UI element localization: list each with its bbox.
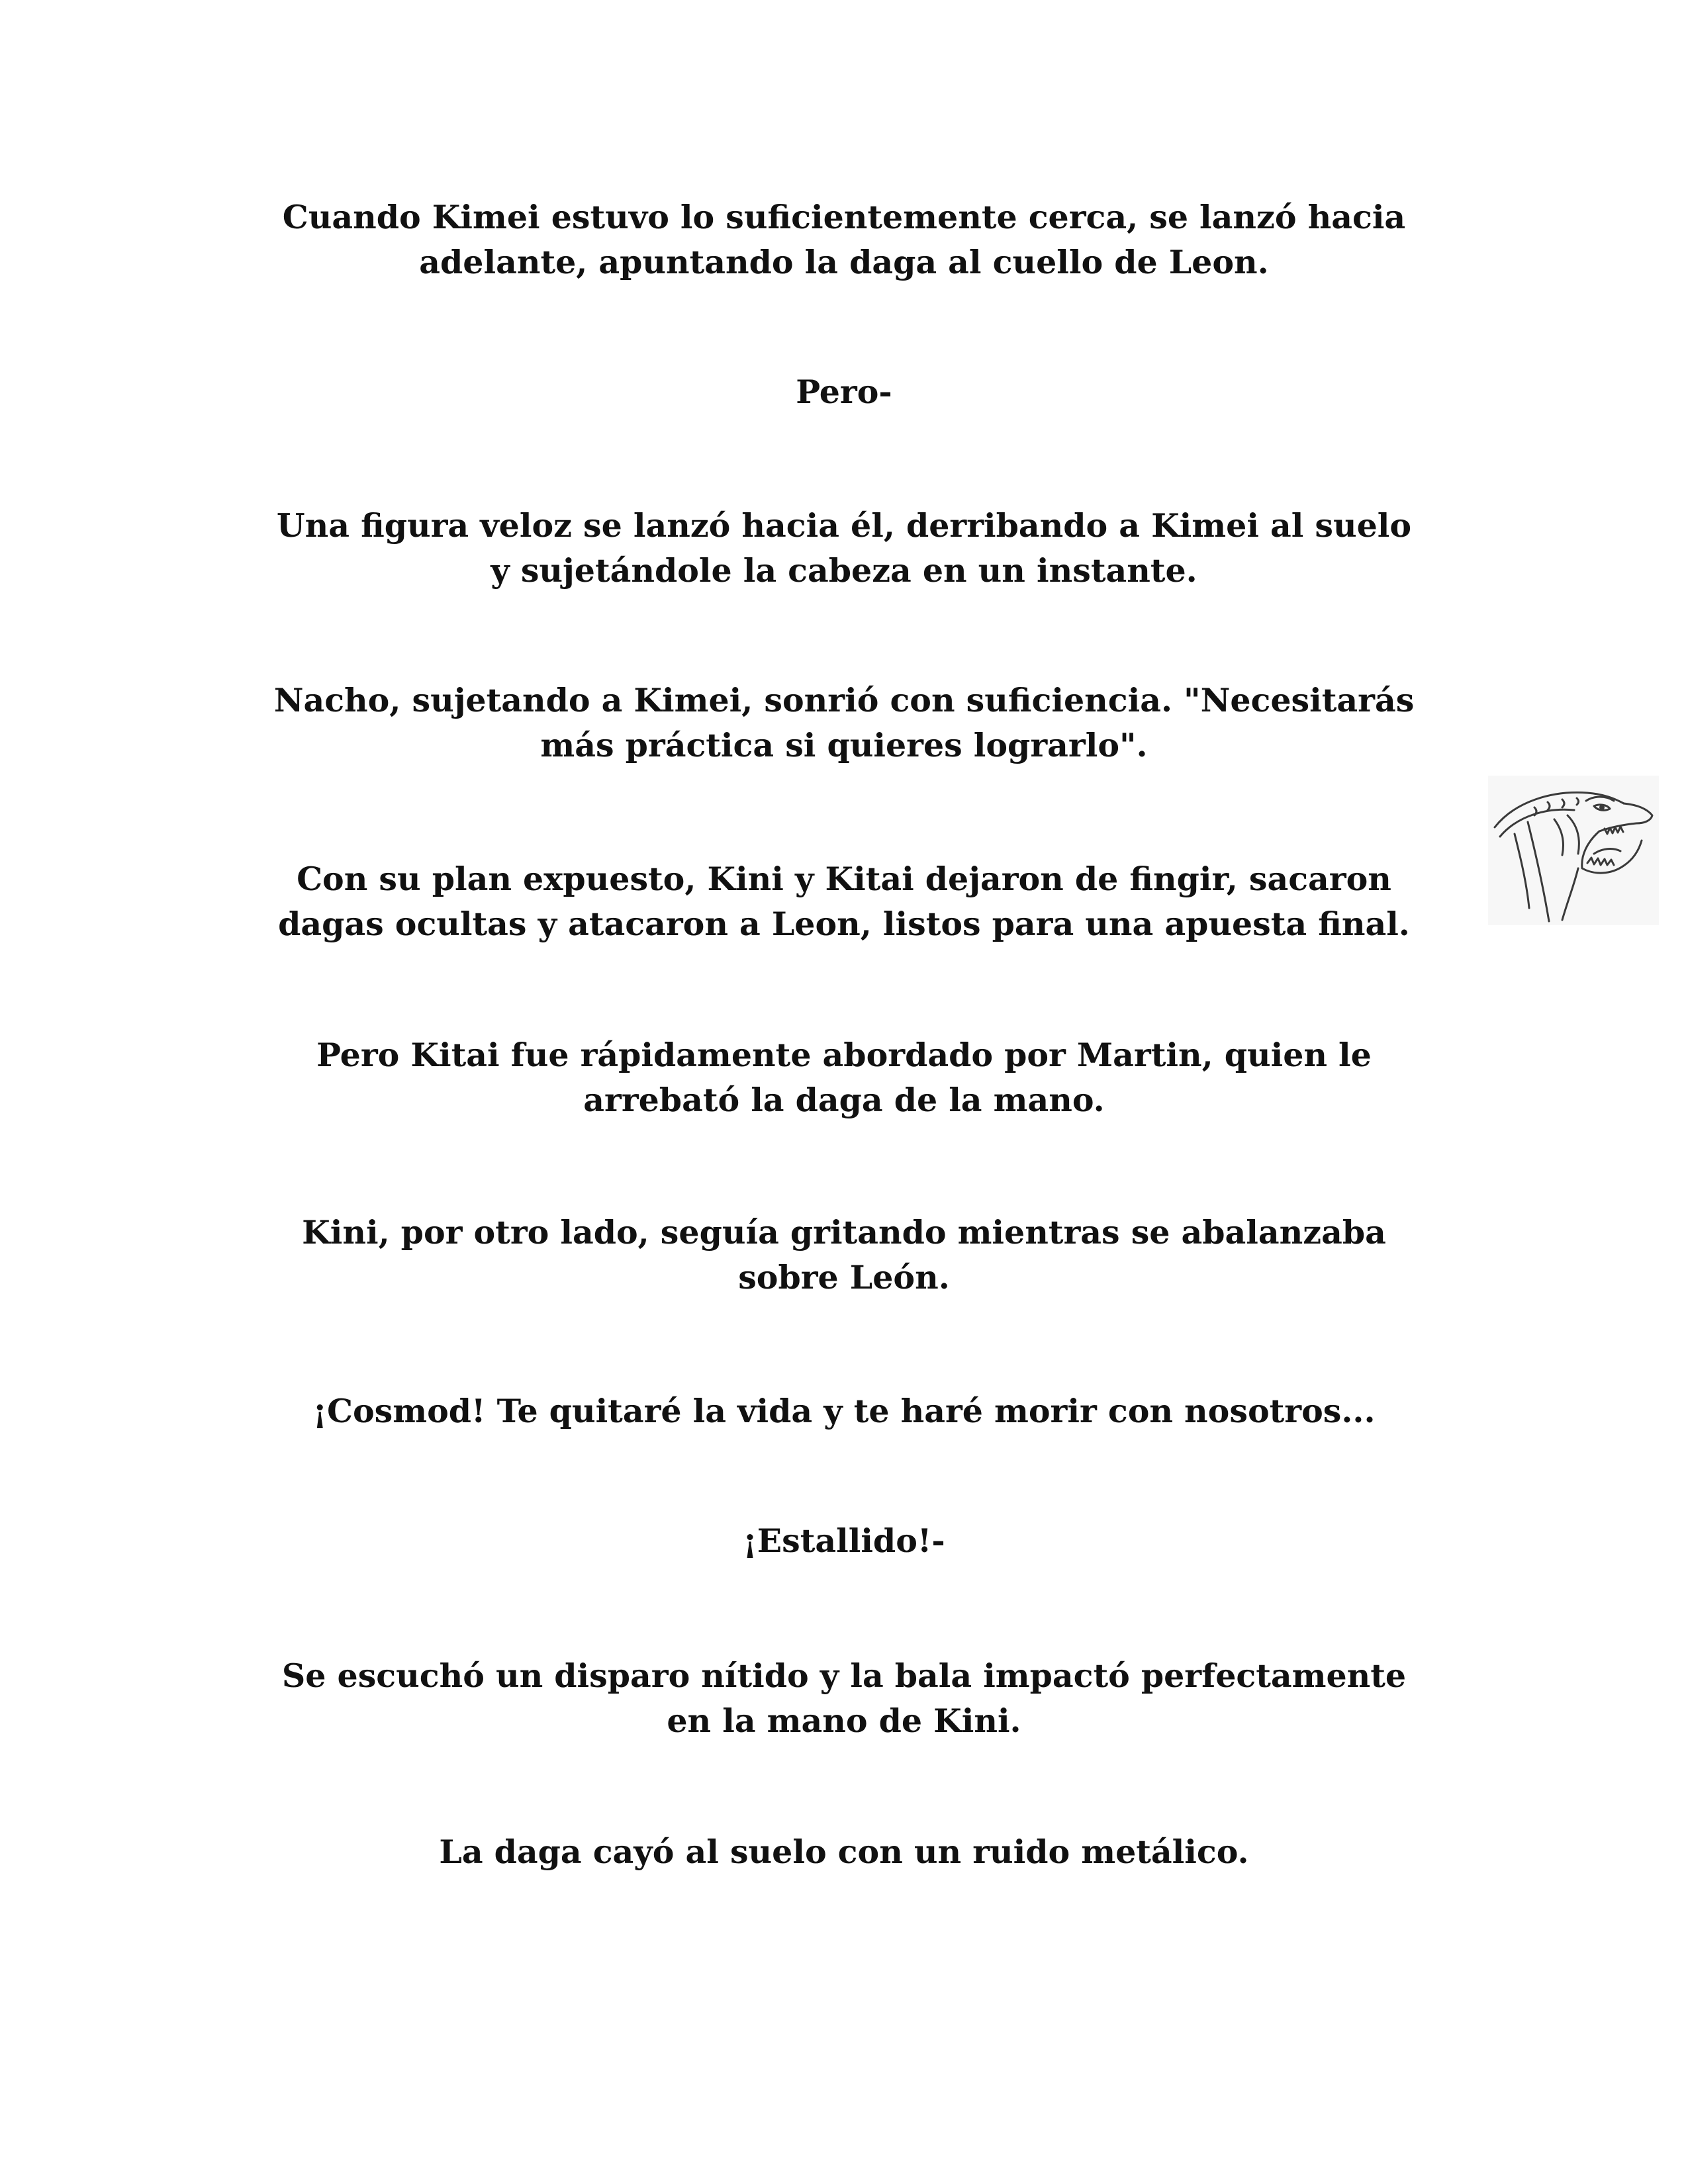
paragraph-1: Cuando Kimei estuvo lo suficientemente cerca, se lanzó hacia adelante, apuntando la daga al cuello de Leon. — [282, 198, 1406, 281]
paragraph-10: Se escuchó un disparo nítido y la bala impactó perfectamente en la mano de Kini. — [281, 1657, 1407, 1740]
paragraph-5: Con su plan expuesto, Kini y Kitai dejaron de fingir, sacaron dagas ocultas y atacaron a Leon, listos para una apuesta final. — [278, 860, 1410, 943]
paragraph-8: ¡Cosmod! Te quitaré la vida y te haré morir con nosotros... — [312, 1392, 1376, 1430]
paragraph-7: Kini, por otro lado, seguía gritando mientras se abalanzaba sobre León. — [302, 1213, 1386, 1297]
paragraph-11: La daga cayó al suelo con un ruido metálico. — [439, 1833, 1249, 1871]
paragraph-6: Pero Kitai fue rápidamente abordado por Martin, quien le arrebató la daga de la mano. — [316, 1036, 1372, 1119]
dinosaur-head-sketch-icon — [1488, 776, 1659, 925]
paragraph-9: ¡Estallido!- — [743, 1522, 945, 1560]
paragraph-4: Nacho, sujetando a Kimei, sonrió con suficiencia. "Necesitarás más práctica si quieres lograrlo". — [273, 681, 1415, 764]
paragraph-3: Una figura veloz se lanzó hacia él, derribando a Kimei al suelo y sujetándole la cabeza en un instante. — [276, 506, 1412, 590]
paragraph-2: Pero- — [796, 373, 892, 411]
